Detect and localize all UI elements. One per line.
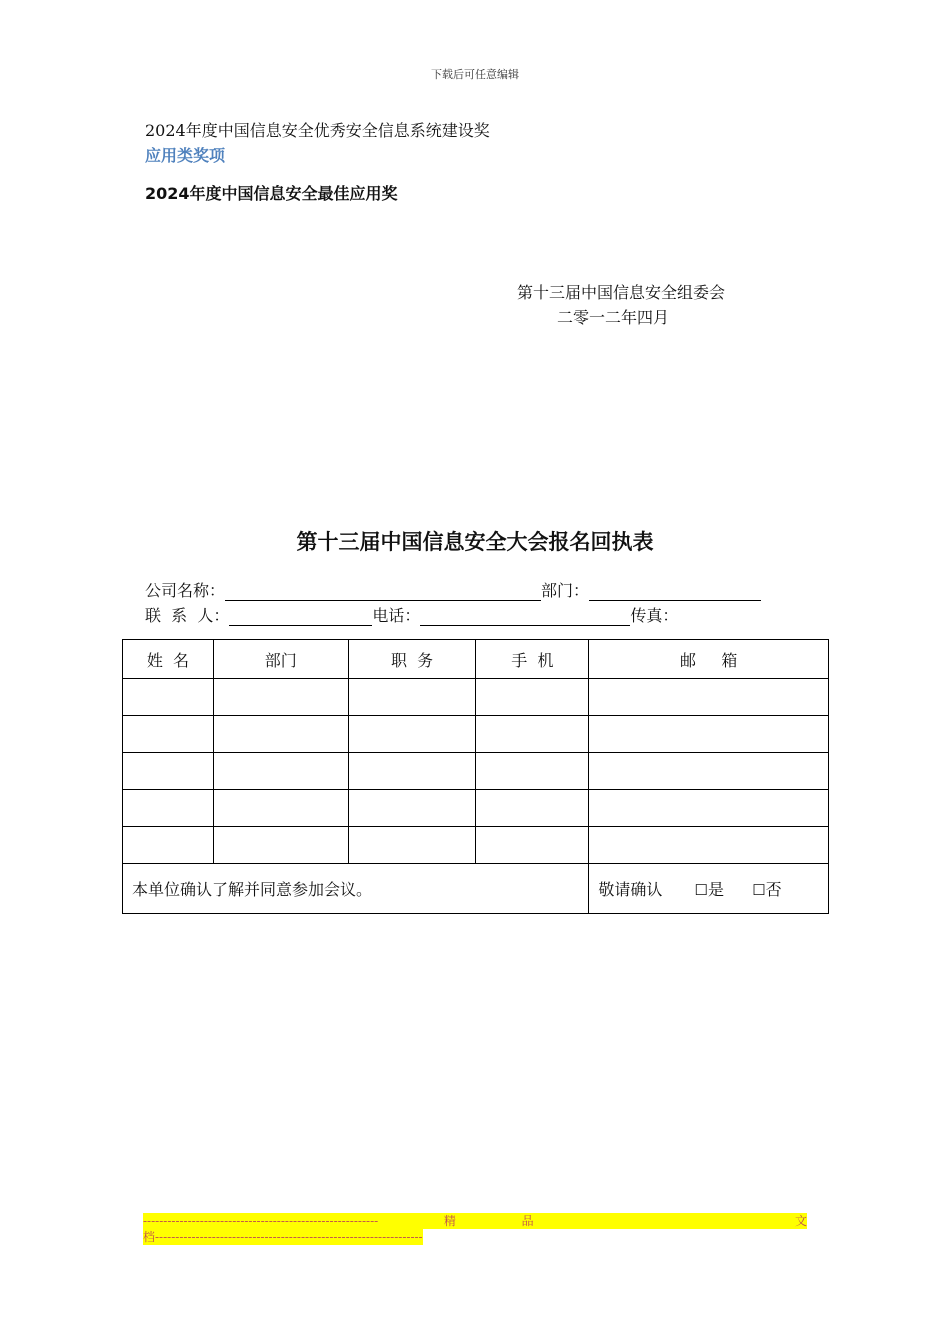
mobile-cell[interactable] — [476, 827, 589, 864]
dept-label: 部门： — [541, 581, 590, 600]
header-email: 邮 箱 — [589, 640, 829, 679]
name-cell[interactable] — [123, 790, 214, 827]
email-cell[interactable] — [589, 716, 829, 753]
confirm-label: 敬请确认 — [598, 880, 663, 899]
table-header-row — [123, 640, 829, 679]
form-title: 第十三届中国信息安全大会报名回执表 — [296, 530, 654, 554]
contact-row — [145, 603, 678, 626]
header-department: 部门 — [213, 640, 348, 679]
name-cell[interactable] — [123, 679, 214, 716]
footer-line-2: 档------------------------------------------------------------------ — [143, 1230, 423, 1244]
table-row — [123, 753, 829, 790]
name-cell[interactable] — [123, 827, 214, 864]
award-title-1: 2024年度中国信息安全优秀安全信息系统建设奖 — [145, 121, 490, 140]
table-row — [123, 827, 829, 864]
department-cell[interactable] — [213, 716, 348, 753]
registration-table — [122, 639, 829, 914]
yes-label: 是 — [707, 880, 724, 899]
department-cell[interactable] — [213, 679, 348, 716]
department-cell[interactable] — [213, 753, 348, 790]
contact-label: 联 系 人： — [145, 606, 230, 625]
department-cell[interactable] — [213, 790, 348, 827]
mobile-cell[interactable] — [476, 790, 589, 827]
organizer-name: 第十三届中国信息安全组委会 — [517, 283, 726, 302]
mobile-cell[interactable] — [476, 753, 589, 790]
footer-word-1: 精 — [443, 1214, 456, 1228]
footer-line-1 — [143, 1213, 807, 1229]
department-cell[interactable] — [213, 827, 348, 864]
mobile-cell[interactable] — [476, 716, 589, 753]
name-cell[interactable] — [123, 716, 214, 753]
footer-word-2: 品 — [521, 1214, 534, 1228]
award-title-2: 2024年度中国信息安全最佳应用奖 — [145, 184, 398, 203]
header-position: 职 务 — [348, 640, 476, 679]
position-cell[interactable] — [348, 753, 476, 790]
position-cell[interactable] — [348, 716, 476, 753]
company-row — [145, 578, 761, 601]
table-row — [123, 716, 829, 753]
position-cell[interactable] — [348, 790, 476, 827]
phone-field[interactable] — [420, 607, 630, 626]
footer-dashes: ---------------------------------------------------------- — [143, 1214, 379, 1228]
position-cell[interactable] — [348, 679, 476, 716]
contact-field[interactable] — [229, 607, 372, 626]
email-cell[interactable] — [589, 679, 829, 716]
email-cell[interactable] — [589, 753, 829, 790]
mobile-cell[interactable] — [476, 679, 589, 716]
email-cell[interactable] — [589, 790, 829, 827]
header-note: 下载后可任意编辑 — [431, 68, 519, 81]
table-row — [123, 790, 829, 827]
issue-date: 二零一二年四月 — [557, 308, 670, 327]
header-name: 姓 名 — [123, 640, 214, 679]
confirm-cell — [589, 864, 829, 914]
footer-watermark — [143, 1213, 807, 1245]
fax-label: 传真： — [630, 606, 679, 625]
no-checkbox[interactable]: ☐ — [752, 881, 766, 899]
email-cell[interactable] — [589, 827, 829, 864]
footer-word-3: 文 — [794, 1214, 807, 1228]
confirm-row — [123, 864, 829, 914]
company-label: 公司名称： — [145, 581, 226, 600]
company-field[interactable] — [225, 582, 541, 601]
confirm-statement: 本单位确认了解并同意参加会议。 — [123, 864, 589, 914]
dept-field[interactable] — [589, 582, 761, 601]
header-mobile: 手 机 — [476, 640, 589, 679]
table-row — [123, 679, 829, 716]
yes-checkbox[interactable]: ☐ — [694, 881, 708, 899]
no-label: 否 — [765, 880, 782, 899]
award-category: 应用类奖项 — [145, 146, 226, 165]
position-cell[interactable] — [348, 827, 476, 864]
name-cell[interactable] — [123, 753, 214, 790]
phone-label: 电话： — [372, 606, 421, 625]
